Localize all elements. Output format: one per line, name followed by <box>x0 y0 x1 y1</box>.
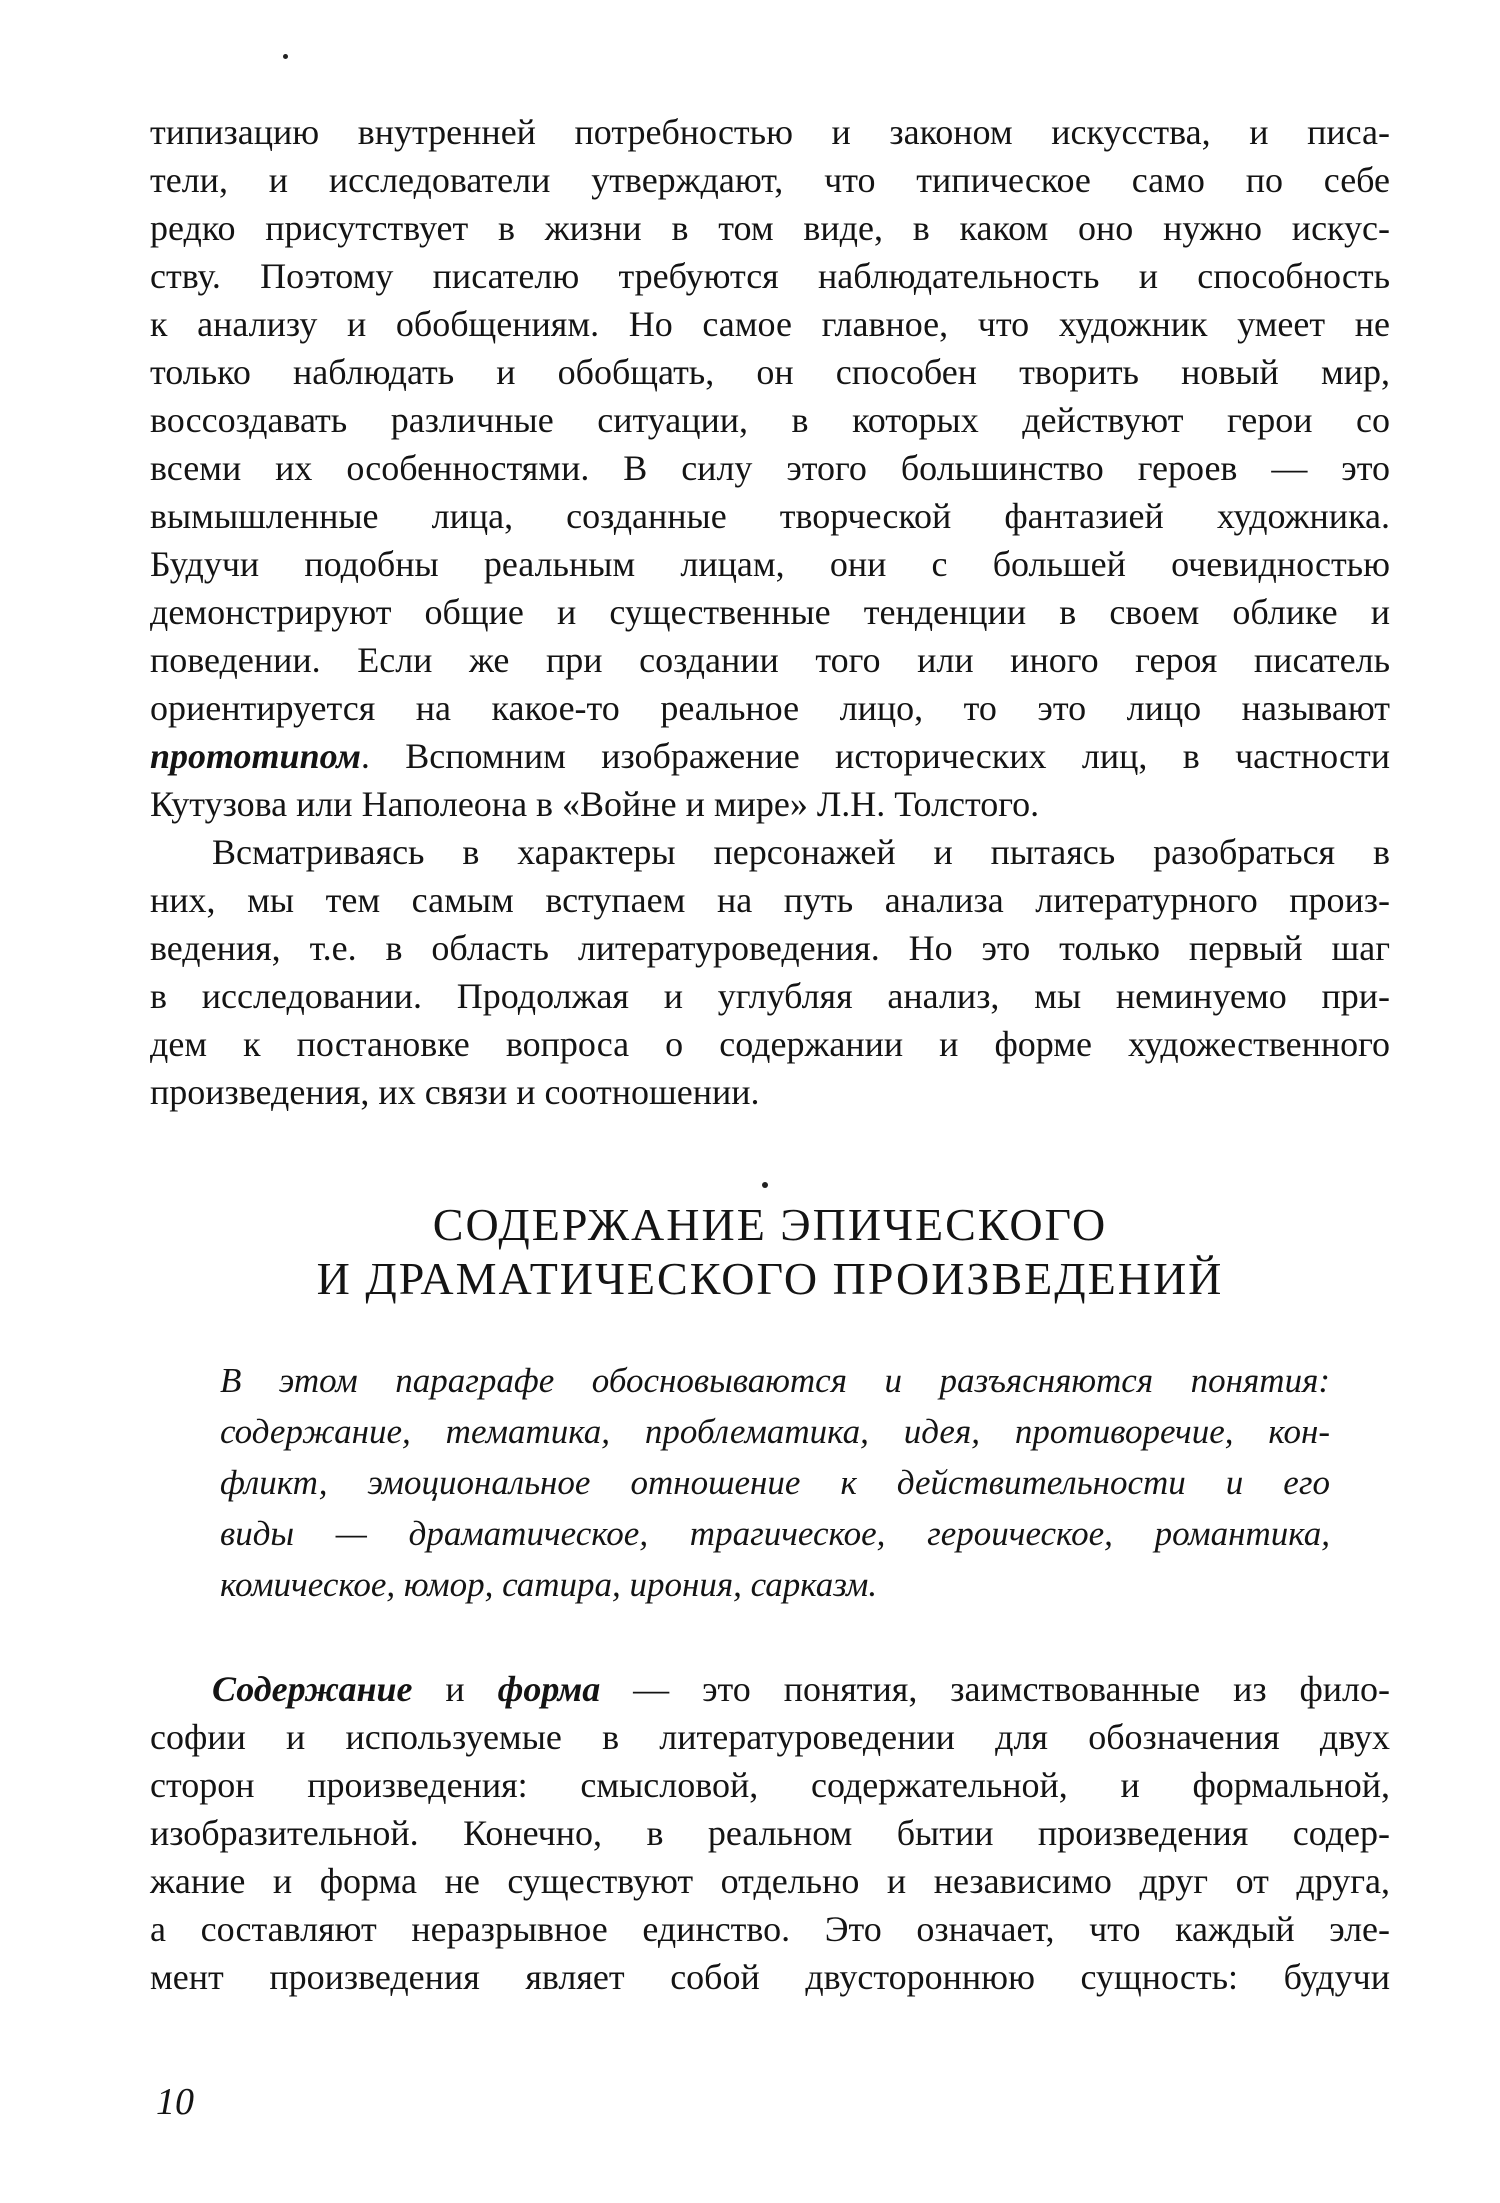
text-line: только наблюдать и обобщать, он способен творить новый мир, <box>150 352 1390 392</box>
text-line: всеми их особенностями. В силу этого большинство героев — это <box>150 448 1390 488</box>
text-line: Кутузова или Наполеона в «Войне и мире» Л.Н. Толстого. <box>150 784 1040 824</box>
page-number: 10 <box>156 2081 194 2123</box>
text-span: — это понятия, заимствованные из фило- <box>600 1669 1391 1709</box>
text-line: них, мы тем самым вступаем на путь анализа литературного произ- <box>150 880 1390 920</box>
text-line: ведения, т.е. в область литературоведения. Но это только первый шаг <box>150 928 1390 968</box>
text-line: Будучи подобны реальным лицам, они с большей очевидностью <box>150 544 1390 584</box>
text-line: к анализу и обобщениям. Но самое главное, что художник умеет не <box>150 304 1390 344</box>
text-line: редко присутствует в жизни в том виде, в каком оно нужно искус- <box>150 208 1390 248</box>
section-heading <box>150 1198 1390 1306</box>
text-line: ству. Поэтому писателю требуются наблюдательность и способность <box>150 256 1390 296</box>
text-line: дем к постановке вопроса о содержании и форме художественного <box>150 1024 1390 1064</box>
term-content: Содержание <box>212 1669 413 1709</box>
term-prototype: прототипом <box>150 736 361 776</box>
text-line <box>150 732 1390 780</box>
scan-speck <box>283 54 288 59</box>
text-line: сторон произведения: смысловой, содержательной, и формальной, <box>150 1765 1390 1805</box>
text-line: в исследовании. Продолжая и углубляя анализ, мы неминуемо при- <box>150 976 1390 1016</box>
text-line: ориентируется на какое-то реальное лицо, то это лицо называют <box>150 688 1390 728</box>
heading-line: И ДРАМАТИЧЕСКОГО ПРОИЗВЕДЕНИЙ <box>316 1253 1224 1304</box>
text-line: типизацию внутренней потребностью и законом искусства, и писа- <box>150 112 1390 152</box>
paragraph-3 <box>150 1665 1390 2001</box>
abstract-line: комическое, юмор, сатира, ирония, сарказм. <box>220 1565 878 1604</box>
text-line: демонстрируют общие и существенные тенденции в своем облике и <box>150 592 1390 632</box>
abstract-line: виды — драматическое, трагическое, героическое, романтика, <box>220 1514 1330 1553</box>
paragraph-1 <box>150 108 1390 828</box>
text-line: изобразительной. Конечно, в реальном бытии произведения содер- <box>150 1813 1390 1853</box>
text-line <box>150 1665 1390 1713</box>
term-form: форма <box>497 1669 601 1709</box>
abstract-line: содержание, тематика, проблематика, идея, противоречие, кон- <box>220 1412 1330 1451</box>
text-line: вымышленные лица, созданные творческой фантазией художника. <box>150 496 1390 536</box>
section-abstract <box>220 1355 1330 1610</box>
heading-line: СОДЕРЖАНИЕ ЭПИЧЕСКОГО <box>432 1199 1108 1250</box>
abstract-line: В этом параграфе обосновываются и разъясняются понятия: <box>220 1361 1330 1400</box>
paragraph-2 <box>150 828 1390 1116</box>
scan-speck <box>762 1182 768 1188</box>
text-line: мент произведения являет собой двустороннюю сущность: будучи <box>150 1957 1390 1997</box>
text-span: . Вспомним изображение исторических лиц, в частности <box>360 736 1390 776</box>
text-line: Всматриваясь в характеры персонажей и пытаясь разобраться в <box>212 832 1390 872</box>
text-line: произведения, их связи и соотношении. <box>150 1072 760 1112</box>
text-line: софии и используемые в литературоведении для обозначения двух <box>150 1717 1390 1757</box>
text-line: поведении. Если же при создании того или иного героя писатель <box>150 640 1390 680</box>
text-line: а составляют неразрывное единство. Это означает, что каждый эле- <box>150 1909 1390 1949</box>
text-line: тели, и исследователи утверждают, что типическое само по себе <box>150 160 1390 200</box>
text-span: и <box>412 1669 498 1709</box>
text-line: жание и форма не существуют отдельно и независимо друг от друга, <box>150 1861 1390 1901</box>
text-line: воссоздавать различные ситуации, в которых действуют герои со <box>150 400 1390 440</box>
abstract-line: фликт, эмоциональное отношение к действительности и его <box>220 1463 1330 1502</box>
